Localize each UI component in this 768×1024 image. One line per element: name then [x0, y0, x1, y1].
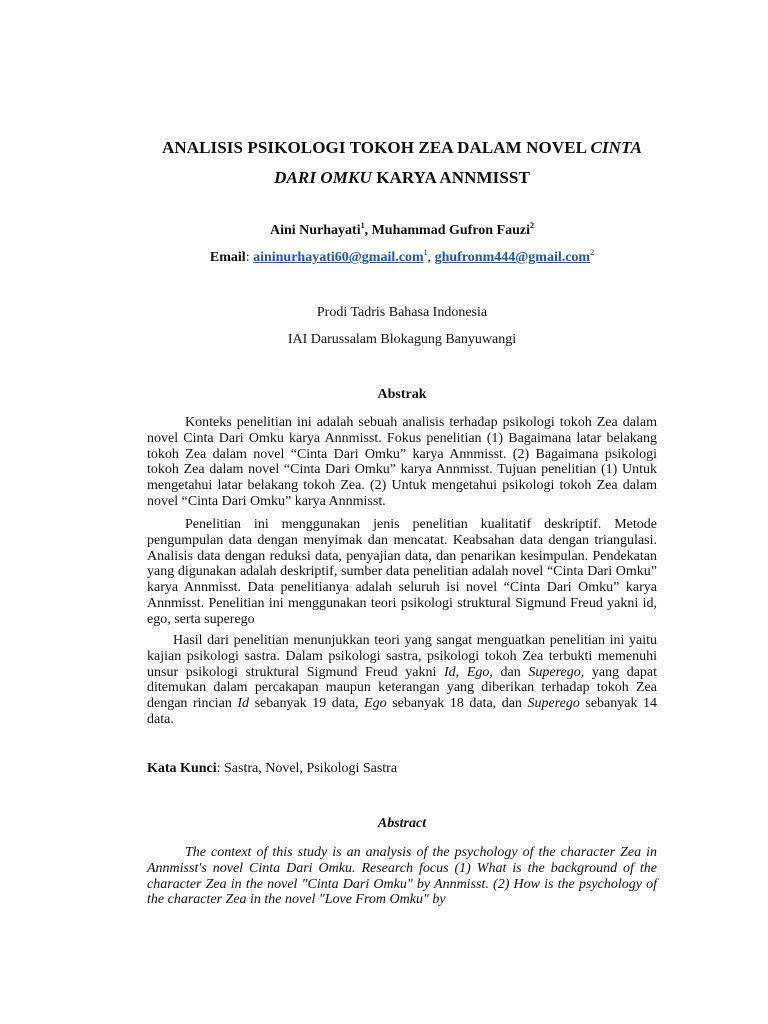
abstract-heading: Abstract — [377, 816, 427, 831]
title-suffix: KARYA ANNMISST — [371, 168, 530, 187]
keywords-line — [147, 761, 667, 777]
keywords-label: Kata Kunci — [147, 761, 217, 776]
email-link-1[interactable]: aininurhayati60@gmail.com — [253, 250, 424, 265]
abstract-paragraph-1-text: The context of this study is an analysis of the psychology of the character Zea in Annmisst's novel Cinta Dari Omku. Research focus (1) What is the background of the character Zea in the novel "Cinta Dari Omku" by Annmisst. (2) How is the psychology of the character Zea in the novel "Love From Omku" by — [147, 845, 657, 908]
email-line — [100, 250, 704, 266]
author-1: Aini Nurhayati — [269, 223, 361, 238]
abstrak-paragraph-2-text: Penelitian ini menggunakan jenis penelitian kualitatif deskriptif. Metode pengumpulan data dengan menyimak dan mencatat. Keabsahan data dengan triangulasi. Analisis data dengan reduksi data, penyajian data, dan penarikan kesimpulan. Pendekatan yang digunakan adalah deskriptif, sumber data penelitian adalah novel “Cinta Dari Omku” karya Annmisst. Data penelitianya adalah seluruh isi novel “Cinta Dari Omku” karya Annmisst. Penelitian ini menggunakan teori psikologi struktural Sigmund Freud yakni id, ego, serta superego — [147, 517, 657, 627]
p3-text-c: , dan — [489, 664, 529, 680]
p3-text-g: sebanyak 14 data. — [147, 696, 658, 727]
abstrak-paragraph-1-text: Konteks penelitian ini adalah sebuah analisis terhadap psikologi tokoh Zea dalam novel Cinta Dari Omku karya Annmisst. Fokus penelitian (1) Bagaimana latar belakang tokoh Zea dalam novel “Cinta Dari Omku” karya Annmisst. (2) Bagaimana psikologi tokoh Zea dalam novel “Cinta Dari Omku” karya Annmisst. Tujuan penelitian (1) Untuk mengetahui latar belakang tokoh Zea. (2) Untuk mengetahui psikologi tokoh Zea dalam novel “Cinta Dari Omku” karya Annmisst. — [147, 415, 657, 509]
author-separator: , — [364, 223, 372, 238]
author-2: Muhammad Gufron Fauzi — [371, 223, 531, 238]
keywords-text: : Sastra, Novel, Psikologi Sastra — [216, 761, 398, 776]
title-italic-part-2: DARI OMKU — [274, 168, 372, 187]
paper-title-line-2 — [100, 163, 704, 193]
email-separator: , — [427, 250, 435, 265]
p3-text-d: , yang dapat ditemukan dalam percakapan maupun keterangan yang diberikan terhadap tokoh Zea dengan rincian — [147, 664, 658, 712]
email-link-2[interactable]: ghufronm444@gmail.com — [434, 250, 591, 265]
abstrak-paragraph-3 — [147, 633, 657, 728]
p3-text-a: Hasil dari penelitian menunjukkan teori yang sangat menguatkan penelitian ini yaitu kajian psikologi sastra. Dalam psikologi sastra, psikologi tokoh Zea terbukti memenuhi unsur psikologi struktural Sigmund Freud yakni — [147, 633, 657, 680]
email-colon: : — [245, 250, 254, 265]
abstract-paragraph-1 — [147, 845, 657, 908]
author-list — [100, 223, 704, 239]
p3-text-e: sebanyak 19 data, — [249, 696, 365, 712]
author-1-sup: 1 — [360, 221, 365, 230]
p3-ego: Ego — [466, 664, 490, 680]
title-italic-part-1: CINTA — [590, 138, 643, 157]
p3-text-b: , — [455, 664, 467, 680]
p3-id-2: Id — [237, 696, 250, 712]
affiliation-institution: IAI Darussalam Blokagung Banyuwangi — [287, 332, 517, 347]
p3-ego-2: Ego — [364, 696, 387, 712]
email-label: Email — [209, 250, 246, 265]
email-2-sup: 2 — [590, 248, 595, 257]
p3-id: Id — [444, 664, 456, 680]
abstrak-paragraph-2 — [147, 517, 657, 628]
abstrak-heading: Abstrak — [377, 387, 427, 402]
affiliation-department: Prodi Tadris Bahasa Indonesia — [316, 305, 488, 320]
title-prefix: ANALISIS PSIKOLOGI TOKOH ZEA DALAM NOVEL — [161, 138, 591, 157]
email-1-sup: 1 — [423, 248, 428, 257]
p3-superego-2: Superego — [527, 696, 580, 712]
p3-text-f: sebanyak 18 data, dan — [386, 696, 528, 712]
paper-title-line-1 — [100, 133, 704, 163]
abstrak-paragraph-1 — [147, 415, 657, 510]
p3-superego: Superego — [528, 664, 581, 680]
author-2-sup: 2 — [530, 221, 535, 230]
